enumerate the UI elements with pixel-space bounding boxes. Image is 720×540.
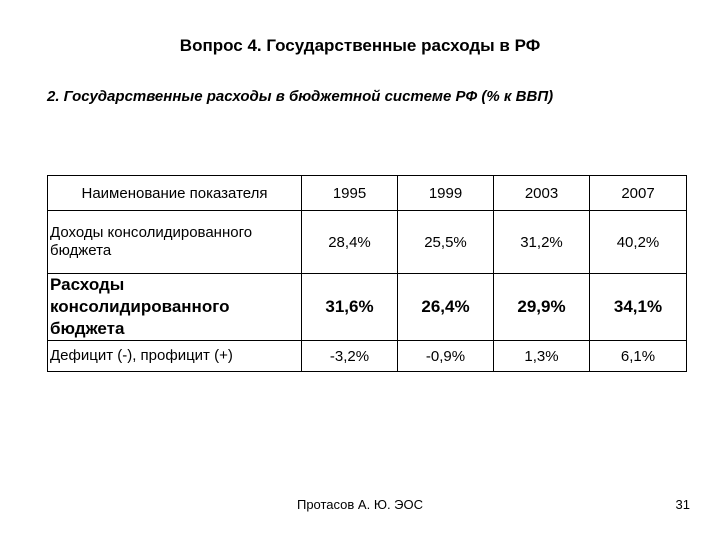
header-year-cell: 2003 xyxy=(494,176,590,211)
value-cell: 40,2% xyxy=(590,211,687,274)
value-cell: 1,3% xyxy=(494,341,590,372)
footer-author: Протасов А. Ю. ЭОС xyxy=(296,497,424,512)
header-name-cell: Наименование показателя xyxy=(48,176,302,211)
page-number: 31 xyxy=(675,497,690,512)
header-year-cell: 1995 xyxy=(302,176,398,211)
value-cell: 31,6% xyxy=(302,274,398,341)
row-name-cell: Дефицит (-), профицит (+) xyxy=(48,341,302,372)
value-cell: -3,2% xyxy=(302,341,398,372)
table-row xyxy=(48,274,687,341)
header-year-cell: 2007 xyxy=(590,176,687,211)
row-name-cell: Расходы консолидированного бюджета xyxy=(48,274,302,341)
spending-table xyxy=(47,175,687,372)
header-year-cell: 1999 xyxy=(398,176,494,211)
value-cell: 26,4% xyxy=(398,274,494,341)
table-header-row xyxy=(48,176,687,211)
slide-subtitle: 2. Государственные расходы в бюджетной системе РФ (% к ВВП) xyxy=(47,88,554,105)
value-cell: 28,4% xyxy=(302,211,398,274)
slide-title: Вопрос 4. Государственные расходы в РФ xyxy=(179,36,541,55)
value-cell: 31,2% xyxy=(494,211,590,274)
value-cell: 25,5% xyxy=(398,211,494,274)
value-cell: 34,1% xyxy=(590,274,687,341)
table-row xyxy=(48,211,687,274)
value-cell: -0,9% xyxy=(398,341,494,372)
row-name-cell: Доходы консолидированного бюджета xyxy=(48,211,302,274)
value-cell: 29,9% xyxy=(494,274,590,341)
value-cell: 6,1% xyxy=(590,341,687,372)
table-row xyxy=(48,341,687,372)
